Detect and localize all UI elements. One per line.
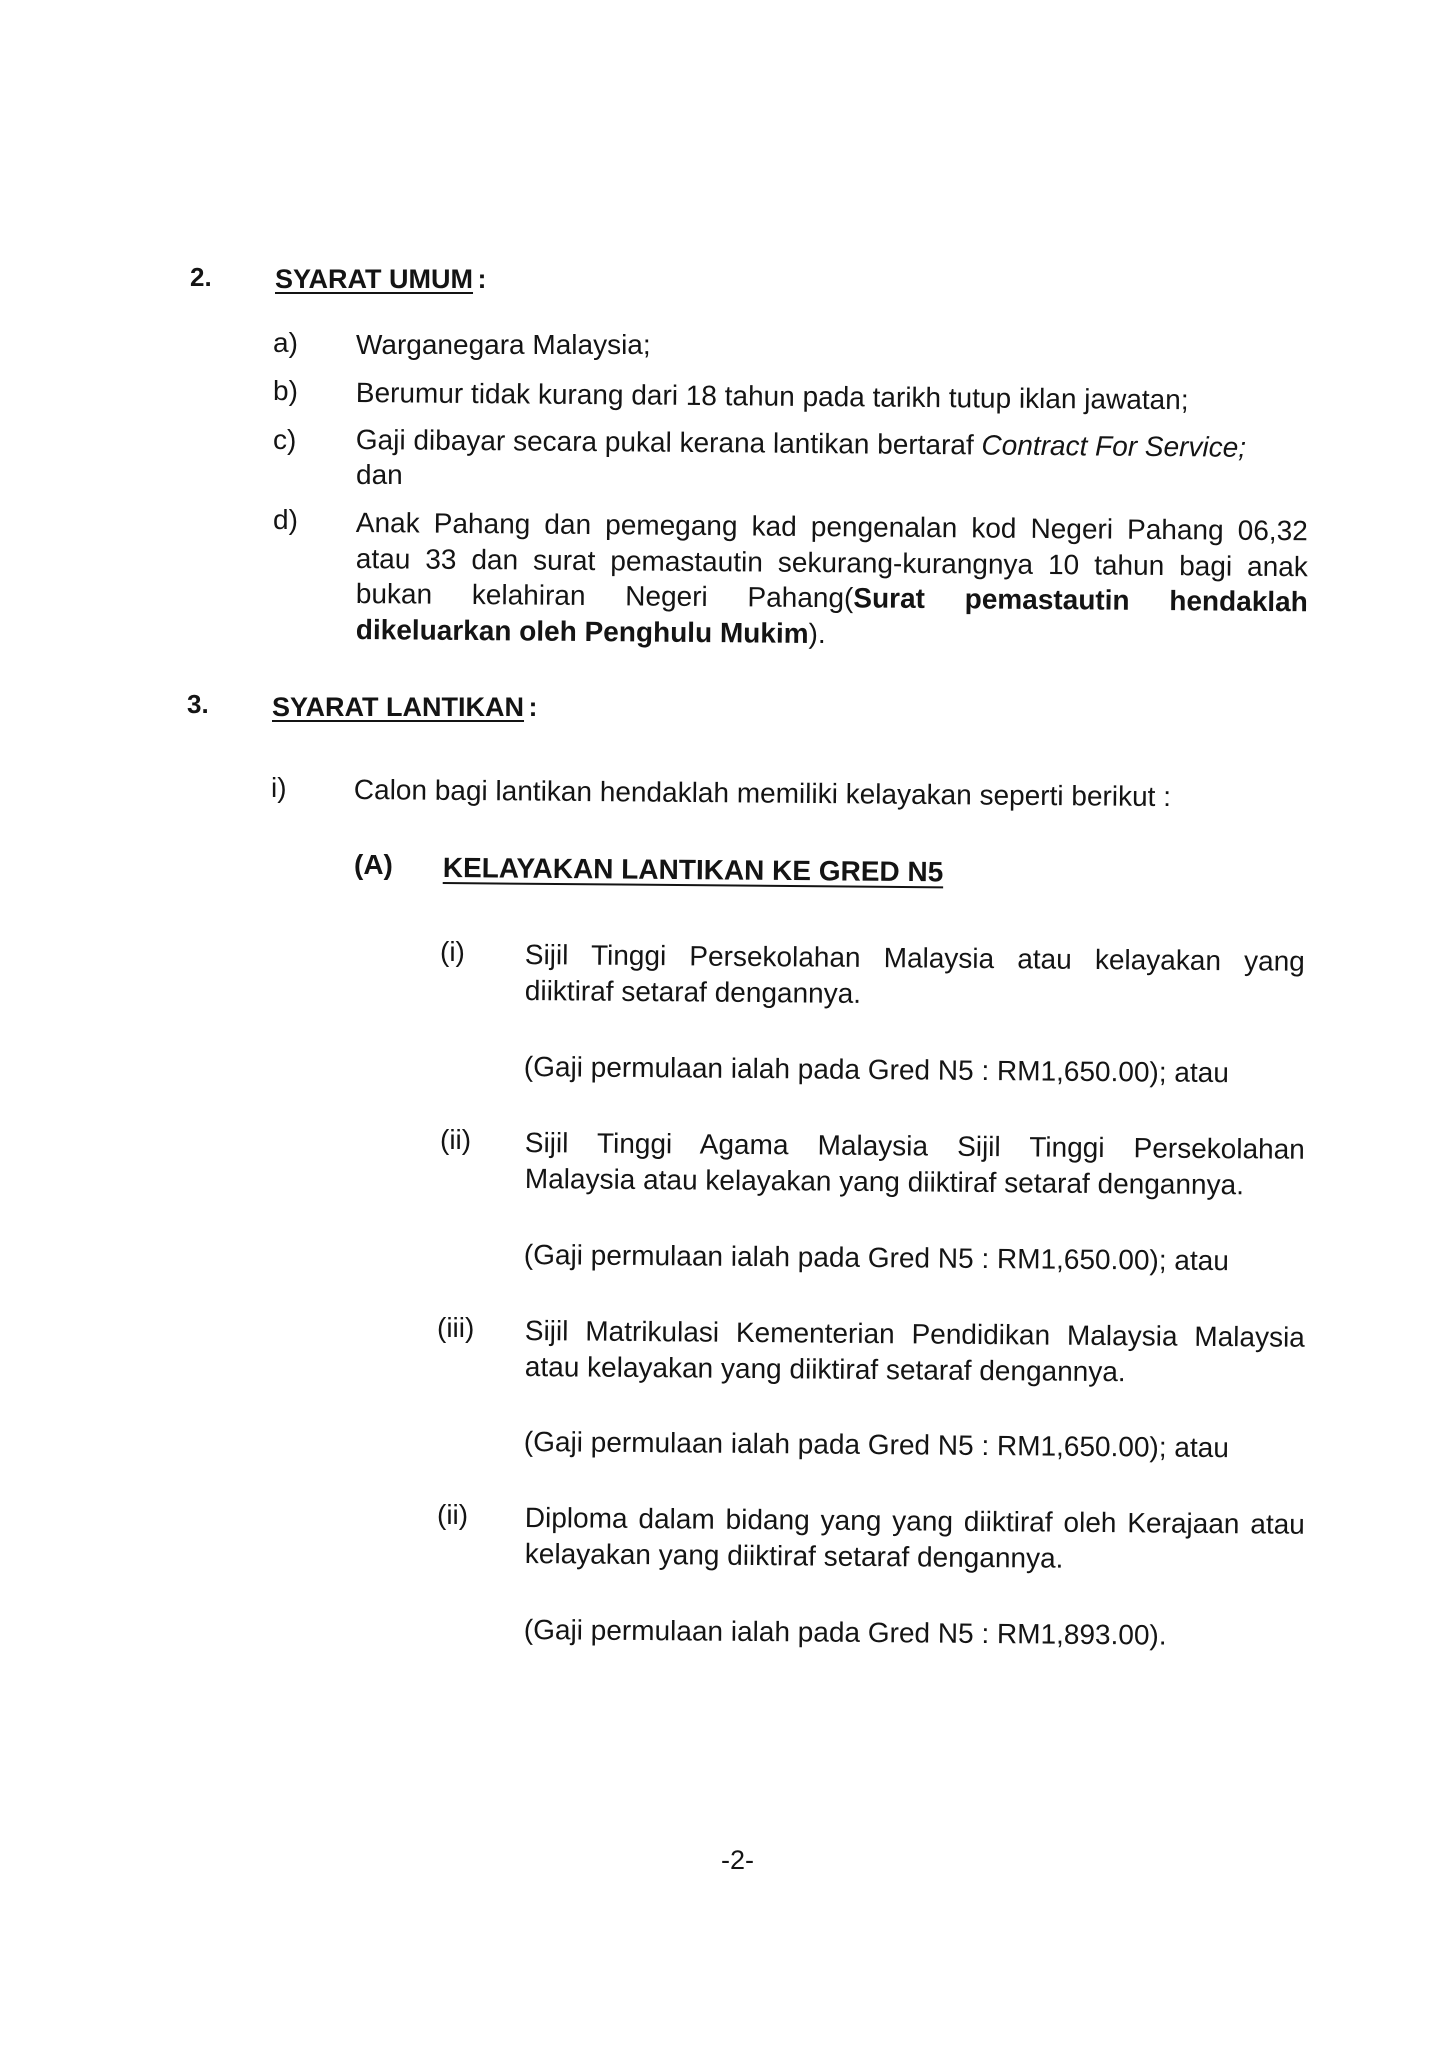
- item-d-line3-bold: Surat pemastautin hendaklah: [853, 582, 1308, 618]
- entry-4-line2: kelayakan yang diiktiraf setaraf dengannya.: [524, 1538, 1064, 1574]
- section-2-number: 2.: [190, 262, 212, 292]
- item-a-label: a): [273, 327, 298, 358]
- section-3-heading: [272, 692, 537, 723]
- entry-3-line2: atau kelayakan yang diiktiraf setaraf dengannya.: [524, 1351, 1126, 1388]
- section-3-title: SYARAT LANTIKAN: [272, 692, 525, 722]
- entry-1-label: (i): [440, 936, 465, 967]
- item-d-line4: [356, 613, 826, 650]
- item-d-line4-bold: dikeluarkan oleh Penghulu Mukim: [355, 613, 809, 649]
- item-d-line3-plain: bukan kelahiran Negeri Pahang(: [355, 577, 854, 614]
- entry-3-line1: Sijil Matrikulasi Kementerian Pendidikan Malaysia Malaysia: [524, 1315, 1305, 1353]
- entry-1-line1: Sijil Tinggi Persekolahan Malaysia atau kelayakan yang: [524, 938, 1305, 977]
- entry-2-salary: (Gaji permulaan ialah pada Gred N5 : RM1,650.00); atau: [523, 1239, 1230, 1277]
- item-c-text: [356, 423, 1246, 464]
- item-d-label: d): [273, 504, 298, 535]
- entry-2-line2: Malaysia atau kelayakan yang diiktiraf setaraf dengannya.: [524, 1163, 1245, 1201]
- item-c-label: c): [273, 424, 297, 455]
- item-b-text: Berumur tidak kurang dari 18 tahun pada tarikh tutup iklan jawatan;: [355, 376, 1189, 416]
- section-2-colon: :: [477, 264, 487, 294]
- entry-1-salary: (Gaji permulaan ialah pada Gred N5 : RM1,650.00); atau: [523, 1051, 1230, 1089]
- entry-4-label: (ii): [437, 1499, 469, 1530]
- page-number: -2-: [721, 1845, 754, 1875]
- entry-2-label: (ii): [440, 1124, 472, 1155]
- item-d-line3: [356, 577, 1308, 618]
- section-3-colon: :: [528, 692, 538, 722]
- section-2-title: SYARAT UMUM: [275, 264, 474, 294]
- item-b-label: b): [273, 375, 298, 406]
- item-d-line4-end: ).: [808, 617, 826, 650]
- item-c-text-line2: dan: [356, 459, 403, 490]
- entry-3-label: (iii): [437, 1312, 475, 1343]
- item-c-text-plain: Gaji dibayar secara pukal kerana lantikan bertaraf: [355, 423, 982, 461]
- subsection-a-title: KELAYAKAN LANTIKAN KE GRED N5: [442, 851, 944, 888]
- entry-3-salary: (Gaji permulaan ialah pada Gred N5 : RM1,650.00); atau: [523, 1426, 1230, 1464]
- item-d-line1: Anak Pahang dan pemegang kad pengenalan kod Negeri Pahang 06,32: [355, 506, 1308, 547]
- entry-4-salary: (Gaji permulaan ialah pada Gred N5 : RM1,893.00).: [523, 1614, 1167, 1651]
- section-3-item-label: i): [271, 772, 287, 803]
- section-3-item-text: Calon bagi lantikan hendaklah memiliki kelayakan seperti berikut :: [353, 773, 1172, 813]
- section-3-number: 3.: [187, 689, 209, 719]
- item-d-line2: atau 33 dan surat pemastautin sekurang-kurangnya 10 tahun bagi anak: [355, 542, 1308, 583]
- entry-4-line1: Diploma dalam bidang yang yang diiktiraf oleh Kerajaan atau: [524, 1502, 1305, 1540]
- item-a-text: Warganegara Malaysia;: [356, 329, 651, 360]
- item-c-text-italic: Contract For Service;: [981, 429, 1247, 463]
- entry-2-line1: Sijil Tinggi Agama Malaysia Sijil Tinggi Persekolahan: [524, 1127, 1305, 1165]
- subsection-a-label: (A): [354, 849, 393, 880]
- entry-1-line2: diiktiraf setaraf dengannya.: [524, 974, 862, 1009]
- section-2-heading: [275, 264, 486, 295]
